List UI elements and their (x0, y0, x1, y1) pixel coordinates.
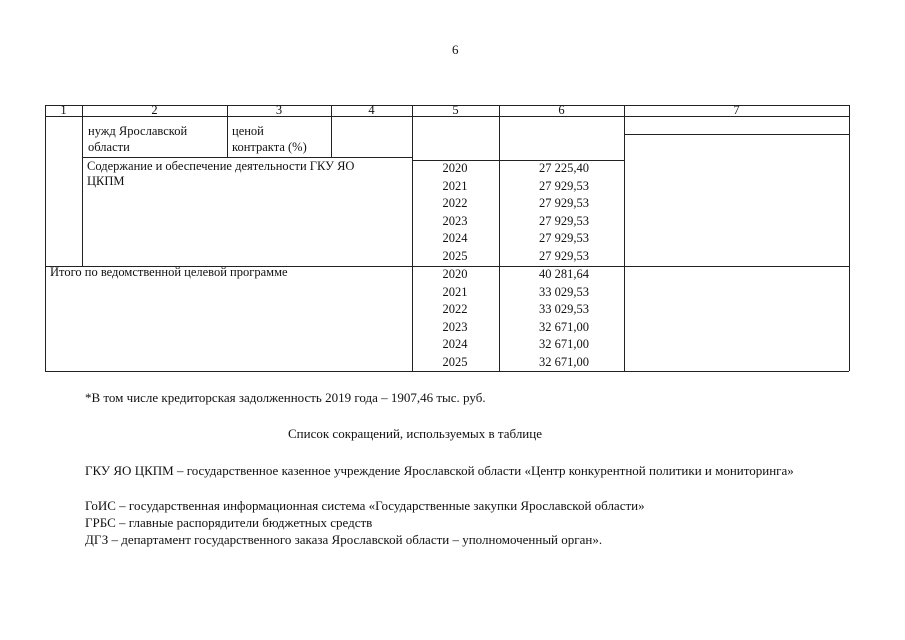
table-line (82, 157, 412, 158)
year-cell: 2020 (442, 267, 468, 281)
year-list (412, 266, 498, 372)
abbreviation-item: ДГЗ – департамент государственного заказа Ярославской области – уполномоченный орган». (85, 532, 603, 547)
column-header: 2 (151, 103, 158, 117)
year-cell: 2023 (442, 213, 468, 228)
year-cell: 2025 (442, 248, 468, 263)
year-cell: 2024 (442, 337, 468, 352)
year-list (412, 160, 498, 266)
value-cell: 27 929,53 (539, 178, 589, 193)
year-cell: 2022 (442, 302, 468, 317)
year-cell: 2021 (442, 178, 468, 193)
column-header: 7 (733, 103, 740, 117)
value-cell: 27 929,53 (539, 248, 589, 263)
abbreviation-item: ГоИС – государственная информационная система «Государственные закупки Ярославской области» (85, 498, 645, 513)
value-cell: 32 671,00 (539, 337, 589, 352)
table-line (82, 105, 83, 266)
table-line (849, 105, 850, 371)
column-header: 1 (60, 103, 67, 117)
table-cell: ценой (232, 124, 264, 138)
value-cell: 40 281,64 (539, 267, 589, 281)
year-cell: 2025 (442, 354, 468, 369)
column-header: 5 (452, 103, 459, 117)
value-cell: 32 671,00 (539, 354, 589, 369)
year-cell: 2024 (442, 231, 468, 246)
footnote: *В том числе кредиторская задолженность 2019 года – 1907,46 тыс. руб. (85, 390, 486, 405)
table-line (45, 105, 46, 371)
abbreviation-item: ГКУ ЯО ЦКПМ – государственное казенное учреждение Ярославской области «Центр конкурентной политики и мониторинга» (85, 463, 794, 478)
value-cell: 27 929,53 (539, 213, 589, 228)
column-header: 4 (368, 103, 375, 117)
year-cell: 2020 (442, 161, 468, 175)
year-cell: 2021 (442, 284, 468, 299)
table-cell: контракта (%) (232, 140, 307, 154)
table-cell: нужд Ярославской (88, 124, 188, 138)
table-cell: области (88, 140, 130, 154)
value-list (499, 266, 589, 372)
value-cell: 33 029,53 (539, 302, 589, 317)
table-line (624, 105, 625, 371)
abbreviation-item: ГРБС – главные распорядители бюджетных средств (85, 515, 373, 530)
year-cell: 2022 (442, 196, 468, 211)
year-cell: 2023 (442, 319, 468, 334)
table-line (624, 134, 849, 135)
value-list (499, 160, 589, 266)
column-header: 6 (558, 103, 565, 117)
abbreviations-title: Список сокращений, используемых в таблице (288, 426, 542, 441)
row-label: Содержание и обеспечение деятельности ГКУ ЯО ЦКПМ (87, 159, 355, 188)
value-cell: 27 929,53 (539, 231, 589, 246)
column-header: 3 (275, 103, 283, 117)
page-number: 6 (452, 42, 459, 57)
total-label: Итого по ведомственной целевой программе (50, 265, 288, 279)
value-cell: 27 929,53 (539, 196, 589, 211)
value-cell: 27 225,40 (539, 161, 589, 175)
value-cell: 33 029,53 (539, 284, 589, 299)
value-cell: 32 671,00 (539, 319, 589, 334)
